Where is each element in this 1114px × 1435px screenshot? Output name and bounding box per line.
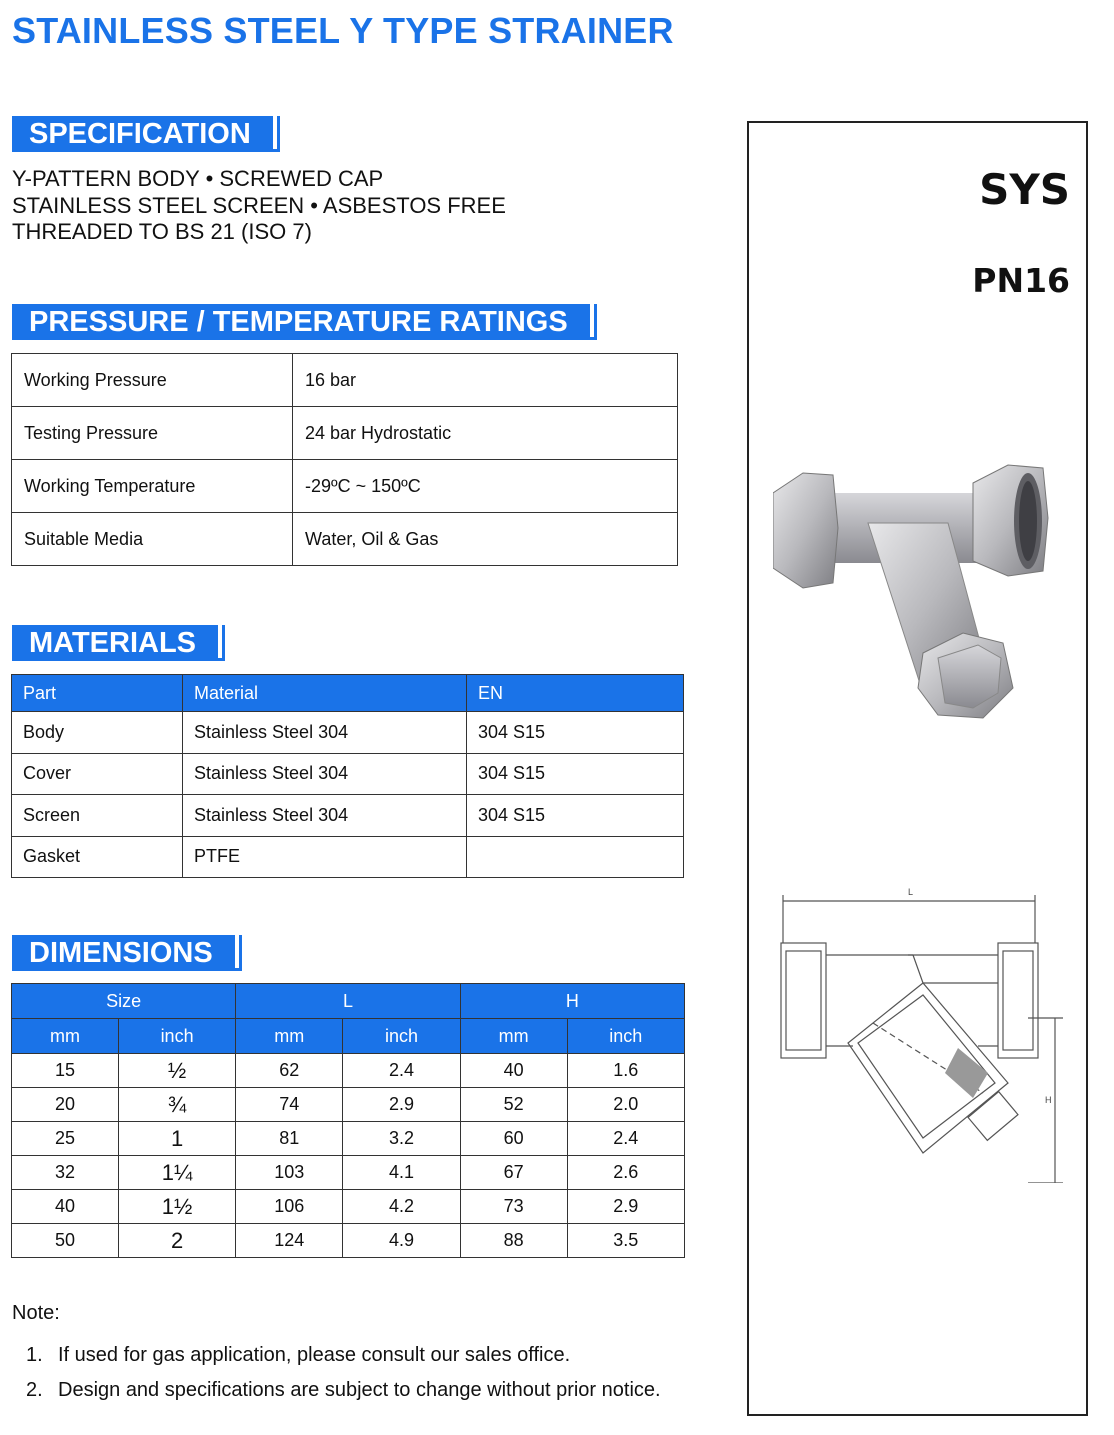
specification-heading: SPECIFICATION [12, 116, 277, 152]
table-cell: 1¼ [118, 1156, 235, 1190]
table-cell: 60 [460, 1122, 567, 1156]
table-cell: 1 [118, 1122, 235, 1156]
column-group-header: H [460, 984, 684, 1019]
table-cell: 2.9 [343, 1088, 460, 1122]
table-row [12, 1156, 685, 1190]
table-cell: 4.9 [343, 1224, 460, 1258]
rating-label: Testing Pressure [12, 407, 293, 460]
table-cell: Stainless Steel 304 [183, 795, 467, 837]
rating-label: Suitable Media [12, 513, 293, 566]
table-cell: 3.5 [567, 1224, 684, 1258]
table-cell: ¾ [118, 1088, 235, 1122]
table-row [12, 1122, 685, 1156]
table-cell: 50 [12, 1224, 119, 1258]
notes-list [26, 1338, 661, 1408]
table-cell: 2 [118, 1224, 235, 1258]
specification-text [12, 166, 506, 246]
table-row [12, 712, 684, 754]
table-header-row [12, 1019, 685, 1054]
spec-line: THREADED TO BS 21 (ISO 7) [12, 219, 312, 244]
table-cell: 74 [236, 1088, 343, 1122]
table-row [12, 1054, 685, 1088]
product-sidebar [747, 121, 1088, 1416]
table-cell: 2.4 [343, 1054, 460, 1088]
table-cell: 3.2 [343, 1122, 460, 1156]
table-cell: Gasket [12, 836, 183, 878]
dimensions-table [11, 983, 685, 1258]
table-cell: 40 [460, 1054, 567, 1088]
table-cell: 304 S15 [467, 795, 684, 837]
table-cell: 106 [236, 1190, 343, 1224]
column-group-header: Size [12, 984, 236, 1019]
table-cell: 52 [460, 1088, 567, 1122]
table-row [12, 1088, 685, 1122]
rating-value: -29ºC ~ 150ºC [293, 460, 678, 513]
column-header: mm [460, 1019, 567, 1054]
dimension-drawing [773, 883, 1063, 1183]
table-cell: 2.6 [567, 1156, 684, 1190]
table-cell: 304 S15 [467, 712, 684, 754]
rating-value: 24 bar Hydrostatic [293, 407, 678, 460]
dimensions-heading: DIMENSIONS [12, 935, 239, 971]
table-cell: 73 [460, 1190, 567, 1224]
table-row [12, 354, 678, 407]
table-cell: ½ [118, 1054, 235, 1088]
note-text: If used for gas application, please consult our sales office. [58, 1344, 571, 1366]
table-cell: 81 [236, 1122, 343, 1156]
table-cell: 88 [460, 1224, 567, 1258]
table-cell: 62 [236, 1054, 343, 1088]
column-header: inch [118, 1019, 235, 1054]
table-cell: 1½ [118, 1190, 235, 1224]
page-title: STAINLESS STEEL Y TYPE STRAINER [12, 10, 674, 51]
table-header-row [12, 675, 684, 712]
rating-value: 16 bar [293, 354, 678, 407]
table-cell: 103 [236, 1156, 343, 1190]
table-cell: 20 [12, 1088, 119, 1122]
table-cell: 2.9 [567, 1190, 684, 1224]
height-label: H [1045, 1095, 1052, 1105]
table-cell: 124 [236, 1224, 343, 1258]
note-item [26, 1373, 661, 1408]
table-row [12, 795, 684, 837]
table-row [12, 836, 684, 878]
note-text: Design and specifications are subject to change without prior notice. [58, 1379, 661, 1401]
rating-label: Working Pressure [12, 354, 293, 407]
column-header: EN [467, 675, 684, 712]
length-label: L [908, 887, 914, 897]
table-cell: 304 S15 [467, 753, 684, 795]
table-cell: 32 [12, 1156, 119, 1190]
column-group-header: L [236, 984, 460, 1019]
note-label: Note: [12, 1302, 60, 1324]
note-number: 2. [26, 1379, 43, 1401]
table-row [12, 753, 684, 795]
column-header: mm [236, 1019, 343, 1054]
column-header: Material [183, 675, 467, 712]
table-cell: 25 [12, 1122, 119, 1156]
ratings-table [11, 353, 678, 566]
table-row [12, 460, 678, 513]
note-number: 1. [26, 1344, 43, 1366]
table-cell: Stainless Steel 304 [183, 753, 467, 795]
table-cell: Body [12, 712, 183, 754]
table-row [12, 407, 678, 460]
table-cell: 2.0 [567, 1088, 684, 1122]
rating-value: Water, Oil & Gas [293, 513, 678, 566]
column-header: inch [343, 1019, 460, 1054]
table-cell: 4.1 [343, 1156, 460, 1190]
table-header-row [12, 984, 685, 1019]
spec-line: Y-PATTERN BODY • SCREWED CAP [12, 166, 384, 191]
column-header: inch [567, 1019, 684, 1054]
strainer-photo [773, 453, 1063, 743]
table-cell: Screen [12, 795, 183, 837]
table-cell: 2.4 [567, 1122, 684, 1156]
column-header: mm [12, 1019, 119, 1054]
table-cell: 15 [12, 1054, 119, 1088]
table-cell [467, 836, 684, 878]
note-item [26, 1338, 661, 1373]
table-row [12, 1224, 685, 1258]
column-header: Part [12, 675, 183, 712]
table-cell: 1.6 [567, 1054, 684, 1088]
pressure-class: PN16 [972, 261, 1070, 300]
materials-heading: MATERIALS [12, 625, 222, 661]
table-cell: Stainless Steel 304 [183, 712, 467, 754]
materials-table [11, 674, 684, 878]
table-cell: Cover [12, 753, 183, 795]
table-cell: PTFE [183, 836, 467, 878]
table-cell: 40 [12, 1190, 119, 1224]
spec-line: STAINLESS STEEL SCREEN • ASBESTOS FREE [12, 192, 506, 218]
table-cell: 67 [460, 1156, 567, 1190]
table-row [12, 1190, 685, 1224]
table-cell: 4.2 [343, 1190, 460, 1224]
ratings-heading: PRESSURE / TEMPERATURE RATINGS [12, 304, 594, 340]
model-code: SYS [979, 165, 1070, 214]
rating-label: Working Temperature [12, 460, 293, 513]
table-row [12, 513, 678, 566]
